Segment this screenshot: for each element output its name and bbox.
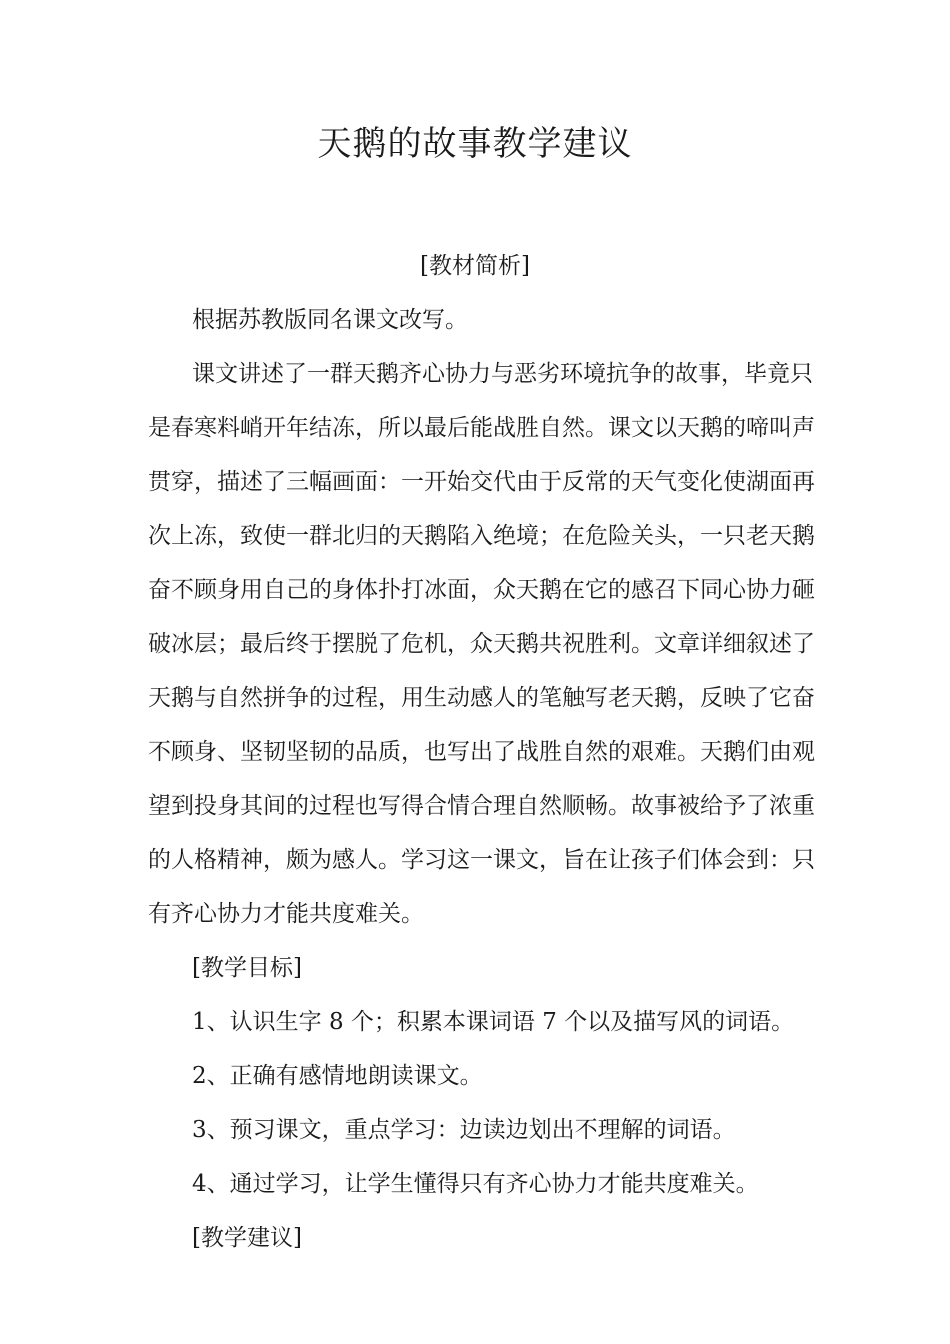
analysis-paragraph-line: 望到投身其间的过程也写得合情合理自然顺畅。故事被给予了浓重 — [148, 793, 815, 819]
analysis-paragraph-line: 是春寒料峭开年结冻，所以最后能战胜自然。课文以天鹅的啼叫声 — [148, 415, 815, 441]
section-heading-goals: [教学目标] — [192, 955, 302, 981]
source-note: 根据苏教版同名课文改写。 — [192, 307, 468, 333]
section-heading-suggestions: [教学建议] — [192, 1225, 302, 1251]
analysis-paragraph-line: 奋不顾身用自己的身体扑打冰面，众天鹅在它的感召下同心协力砸 — [148, 577, 815, 603]
analysis-paragraph-line: 不顾身、坚韧坚韧的品质，也写出了战胜自然的艰难。天鹅们由观 — [148, 739, 815, 765]
analysis-paragraph-line: 贯穿，描述了三幅画面：一开始交代由于反常的天气变化使湖面再 — [148, 469, 815, 495]
analysis-paragraph-line: 有齐心协力才能共度难关。 — [148, 901, 424, 927]
goal-item: 2、正确有感情地朗读课文。 — [192, 1063, 483, 1089]
analysis-paragraph-line: 破冰层；最后终于摆脱了危机，众天鹅共祝胜利。文章详细叙述了 — [148, 631, 815, 657]
analysis-paragraph-line: 课文讲述了一群天鹅齐心协力与恶劣环境抗争的故事，毕竟只 — [192, 361, 813, 387]
document-title: 天鹅的故事教学建议 — [317, 124, 633, 164]
goal-item: 4、通过学习，让学生懂得只有齐心协力才能共度难关。 — [192, 1171, 759, 1197]
goal-item: 3、预习课文，重点学习：边读边划出不理解的词语。 — [192, 1117, 736, 1143]
analysis-paragraph-line: 的人格精神，颇为感人。学习这一课文，旨在让孩子们体会到：只 — [148, 847, 815, 873]
analysis-paragraph-line: 天鹅与自然拼争的过程，用生动感人的笔触写老天鹅，反映了它奋 — [148, 685, 815, 711]
analysis-paragraph-line: 次上冻，致使一群北归的天鹅陷入绝境；在危险关头，一只老天鹅 — [148, 523, 815, 549]
section-heading-analysis: [教材简析] — [420, 253, 530, 279]
goal-item: 1、认识生字 8 个；积累本课词语 7 个以及描写风的词语。 — [192, 1009, 795, 1035]
